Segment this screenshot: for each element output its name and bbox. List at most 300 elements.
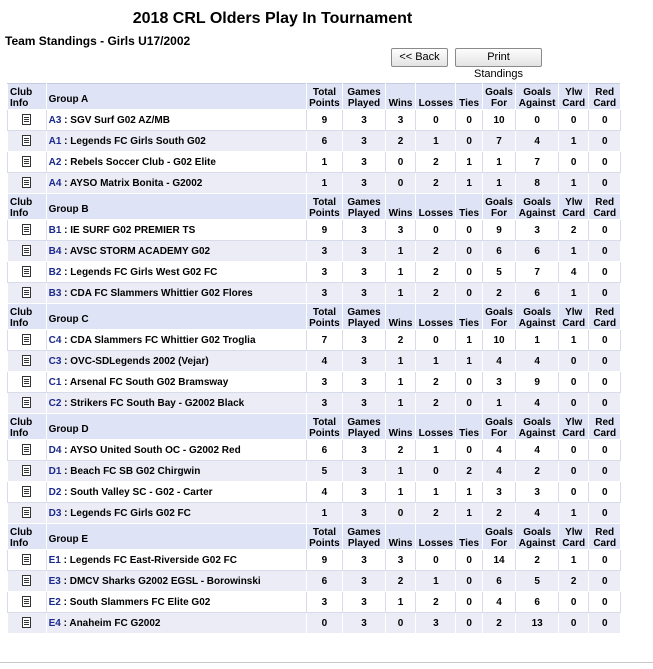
games-played-header (343, 524, 386, 550)
team-name: South Slammers FC Elite G02 (69, 596, 211, 608)
team-id-link[interactable]: D2 (48, 486, 62, 498)
losses-value: 0 (416, 110, 456, 131)
games-played-value: 3 (343, 173, 386, 194)
losses-header: Losses (416, 524, 456, 550)
goals-against-value: 6 (516, 592, 559, 613)
group-name: Group D (46, 414, 306, 440)
games-played-value: 3 (343, 461, 386, 482)
yellow-cards-value: 4 (558, 262, 588, 283)
club-info-document-icon[interactable] (22, 596, 31, 607)
wins-value: 3 (385, 220, 415, 241)
club-info-cell (8, 220, 47, 241)
club-info-document-icon[interactable] (22, 224, 31, 235)
losses-value: 1 (416, 571, 456, 592)
wins-value: 1 (385, 241, 415, 262)
team-id-link[interactable]: E2 (48, 596, 61, 608)
team-id-link[interactable]: D4 (48, 444, 62, 456)
club-info-document-icon[interactable] (22, 287, 31, 298)
games-played-value: 3 (343, 440, 386, 461)
table-row (8, 351, 621, 372)
total-points-value: 9 (306, 110, 343, 131)
red-cards-header (589, 84, 621, 110)
team-cell (46, 482, 306, 503)
team-name: Anaheim FC G2002 (69, 617, 161, 629)
total-points-value: 9 (306, 550, 343, 571)
total-points-header (306, 84, 343, 110)
games-played-value: 3 (343, 283, 386, 304)
team-separator: : (60, 575, 70, 587)
header-line: Club (10, 527, 33, 538)
red-cards-value: 0 (589, 592, 621, 613)
red-cards-value: 0 (589, 110, 621, 131)
yellow-cards-value: 0 (558, 461, 588, 482)
header-line: Played (347, 318, 381, 329)
header-line: Total (312, 87, 336, 98)
header-line: Goals (485, 307, 513, 318)
team-cell (46, 351, 306, 372)
team-name: AVSC STORM ACADEMY G02 (69, 245, 211, 257)
wins-header: Wins (385, 524, 415, 550)
losses-value: 1 (416, 351, 456, 372)
team-cell (46, 592, 306, 613)
goals-for-value: 6 (482, 571, 516, 592)
goals-for-value: 5 (482, 262, 516, 283)
club-info-document-icon[interactable] (22, 266, 31, 277)
losses-value: 2 (416, 393, 456, 414)
losses-value: 1 (416, 482, 456, 503)
header-line: Card (562, 208, 586, 219)
ties-value: 0 (456, 550, 482, 571)
header-line: Red (595, 417, 615, 428)
team-id-link[interactable]: A2 (48, 156, 62, 168)
losses-header: Losses (416, 194, 456, 220)
team-name: DMCV Sharks G2002 EGSL - Borowinski (69, 575, 261, 587)
red-cards-value: 0 (589, 550, 621, 571)
team-name: Rebels Soccer Club - G02 Elite (70, 156, 216, 168)
team-cell (46, 152, 306, 173)
club-info-cell (8, 131, 47, 152)
header-line: Goals (485, 527, 513, 538)
header-line: For (491, 428, 508, 439)
team-name: CDA Slammers FC Whittier G02 Troglia (70, 334, 256, 346)
page-subtitle: Team Standings - Girls U17/2002 (5, 34, 191, 48)
yellow-cards-value: 1 (558, 330, 588, 351)
team-cell (46, 613, 306, 634)
yellow-cards-value: 0 (558, 372, 588, 393)
yellow-cards-value: 0 (558, 393, 588, 414)
header-line: Ylw (565, 307, 583, 318)
total-points-value: 6 (306, 440, 343, 461)
goals-for-value: 2 (482, 283, 516, 304)
losses-value: 3 (416, 613, 456, 634)
games-played-header (343, 84, 386, 110)
goals-for-value: 3 (482, 372, 516, 393)
games-played-value: 3 (343, 372, 386, 393)
club-info-document-icon[interactable] (22, 334, 31, 345)
standings-table (7, 83, 621, 634)
red-cards-value: 0 (589, 372, 621, 393)
club-info-document-icon[interactable] (22, 135, 31, 146)
wins-value: 3 (385, 550, 415, 571)
team-id-link[interactable]: A3 (48, 114, 62, 126)
games-played-value: 3 (343, 241, 386, 262)
header-line: Club (10, 417, 33, 428)
club-info-document-icon[interactable] (22, 355, 31, 366)
total-points-value: 1 (306, 152, 343, 173)
table-row (8, 131, 621, 152)
yellow-cards-header (558, 84, 588, 110)
club-info-document-icon[interactable] (22, 617, 31, 628)
header-line: Total (312, 197, 336, 208)
header-line: Goals (523, 87, 552, 98)
goals-against-value: 6 (516, 241, 559, 262)
club-info-header (8, 414, 47, 440)
club-info-document-icon[interactable] (22, 114, 31, 125)
wins-value: 3 (385, 110, 415, 131)
goals-for-value: 3 (482, 482, 516, 503)
team-separator: : (61, 376, 70, 388)
team-separator: : (61, 486, 71, 498)
header-line: Goals (523, 307, 552, 318)
header-line: Goals (485, 197, 513, 208)
red-cards-value: 0 (589, 152, 621, 173)
total-points-value: 1 (306, 173, 343, 194)
team-separator: : (61, 465, 71, 477)
club-info-cell (8, 550, 47, 571)
goals-for-header (482, 524, 516, 550)
club-info-document-icon[interactable] (22, 486, 31, 497)
table-row (8, 173, 621, 194)
header-line: Card (593, 208, 617, 219)
header-line: For (491, 538, 508, 549)
back-button[interactable]: << Back (391, 48, 448, 67)
group-name: Group B (46, 194, 306, 220)
team-id-link[interactable]: C1 (48, 376, 62, 388)
wins-value: 2 (385, 571, 415, 592)
team-cell (46, 220, 306, 241)
losses-value: 1 (416, 440, 456, 461)
goals-for-value: 9 (482, 220, 516, 241)
team-name: OVC-SDLegends 2002 (Vejar) (70, 355, 209, 367)
club-info-document-icon[interactable] (22, 554, 31, 565)
red-cards-header (589, 414, 621, 440)
goals-against-value: 9 (516, 372, 559, 393)
ties-header: Ties (456, 304, 482, 330)
club-info-document-icon[interactable] (22, 507, 31, 518)
red-cards-value: 0 (589, 482, 621, 503)
goals-for-value: 4 (482, 592, 516, 613)
yellow-cards-value: 1 (558, 503, 588, 524)
total-points-value: 7 (306, 330, 343, 351)
ties-value: 1 (456, 351, 482, 372)
table-row (8, 503, 621, 524)
header-line: Red (595, 87, 615, 98)
yellow-cards-header (558, 194, 588, 220)
wins-value: 1 (385, 393, 415, 414)
team-cell (46, 131, 306, 152)
losses-value: 2 (416, 262, 456, 283)
wins-value: 1 (385, 283, 415, 304)
header-line: Info (10, 208, 29, 219)
team-name: Legends FC Girls South G02 (70, 135, 206, 147)
goals-against-value: 13 (516, 613, 559, 634)
yellow-cards-value: 0 (558, 613, 588, 634)
team-cell (46, 503, 306, 524)
wins-header: Wins (385, 84, 415, 110)
yellow-cards-header (558, 414, 588, 440)
total-points-value: 5 (306, 461, 343, 482)
losses-value: 0 (416, 220, 456, 241)
wins-value: 1 (385, 482, 415, 503)
club-info-cell (8, 110, 47, 131)
team-id-link[interactable]: B1 (48, 224, 62, 236)
team-id-link[interactable]: C2 (48, 397, 62, 409)
group-header-row (8, 524, 621, 550)
team-name: IE SURF G02 PREMIER TS (70, 224, 196, 236)
club-info-cell (8, 152, 47, 173)
total-points-value: 4 (306, 351, 343, 372)
team-id-link[interactable]: C3 (48, 355, 62, 367)
losses-value: 2 (416, 592, 456, 613)
ties-value: 0 (456, 440, 482, 461)
team-id-link[interactable]: A1 (48, 135, 62, 147)
goals-for-value: 2 (482, 503, 516, 524)
club-info-cell (8, 283, 47, 304)
goals-against-value: 0 (516, 110, 559, 131)
table-row (8, 220, 621, 241)
ties-value: 0 (456, 220, 482, 241)
table-row (8, 571, 621, 592)
club-info-cell (8, 372, 47, 393)
team-id-link[interactable]: B3 (48, 287, 62, 299)
club-info-header (8, 194, 47, 220)
group-name: Group C (46, 304, 306, 330)
total-points-header (306, 304, 343, 330)
total-points-header (306, 414, 343, 440)
ties-value: 0 (456, 283, 482, 304)
games-played-value: 3 (343, 482, 386, 503)
team-id-link[interactable]: B2 (48, 266, 62, 278)
group-header-row (8, 414, 621, 440)
ties-value: 0 (456, 262, 482, 283)
yellow-cards-value: 2 (558, 220, 588, 241)
club-info-document-icon[interactable] (22, 245, 31, 256)
header-line: Games (347, 527, 381, 538)
team-name: Arsenal FC South G02 Bramsway (69, 376, 229, 388)
goals-for-value: 6 (482, 241, 516, 262)
goals-against-value: 7 (516, 262, 559, 283)
losses-value: 1 (416, 131, 456, 152)
club-info-document-icon[interactable] (22, 397, 31, 408)
team-separator: : (61, 245, 70, 257)
club-info-header (8, 304, 47, 330)
red-cards-header (589, 304, 621, 330)
team-id-link[interactable]: E3 (48, 575, 61, 587)
wins-header: Wins (385, 194, 415, 220)
goals-against-value: 4 (516, 503, 559, 524)
goals-for-value: 10 (482, 110, 516, 131)
club-info-cell (8, 503, 47, 524)
team-separator: : (61, 266, 71, 278)
team-name: South Valley SC - G02 - Carter (70, 486, 213, 498)
team-name: CDA FC Slammers Whittier G02 Flores (70, 287, 253, 299)
wins-value: 0 (385, 613, 415, 634)
team-cell (46, 241, 306, 262)
yellow-cards-header (558, 524, 588, 550)
header-line: Points (309, 428, 340, 439)
total-points-value: 4 (306, 482, 343, 503)
header-line: Total (312, 417, 336, 428)
table-row (8, 262, 621, 283)
header-line: Games (347, 87, 381, 98)
red-cards-value: 0 (589, 461, 621, 482)
table-row (8, 241, 621, 262)
team-cell (46, 173, 306, 194)
yellow-cards-value: 2 (558, 571, 588, 592)
wins-value: 1 (385, 262, 415, 283)
yellow-cards-value: 0 (558, 482, 588, 503)
red-cards-value: 0 (589, 283, 621, 304)
team-cell (46, 283, 306, 304)
table-row (8, 152, 621, 173)
ties-header: Ties (456, 414, 482, 440)
goals-against-value: 2 (516, 461, 559, 482)
goals-against-value: 5 (516, 571, 559, 592)
header-line: Points (309, 318, 340, 329)
table-row (8, 110, 621, 131)
goals-against-value: 4 (516, 351, 559, 372)
goals-against-value: 3 (516, 220, 559, 241)
team-id-link[interactable]: E4 (48, 617, 61, 629)
team-name: Strikers FC South Bay - G2002 Black (70, 397, 245, 409)
yellow-cards-value: 0 (558, 351, 588, 372)
losses-header: Losses (416, 304, 456, 330)
club-info-document-icon[interactable] (22, 465, 31, 476)
group-header-row (8, 194, 621, 220)
games-played-header (343, 194, 386, 220)
club-info-cell (8, 571, 47, 592)
red-cards-value: 0 (589, 393, 621, 414)
header-line: Points (309, 98, 340, 109)
losses-value: 2 (416, 283, 456, 304)
losses-value: 0 (416, 550, 456, 571)
club-info-cell (8, 351, 47, 372)
games-played-value: 3 (343, 110, 386, 131)
header-line: Info (10, 98, 29, 109)
club-info-cell (8, 262, 47, 283)
team-id-link[interactable]: D1 (48, 465, 62, 477)
red-cards-value: 0 (589, 503, 621, 524)
header-line: Played (347, 428, 381, 439)
red-cards-value: 0 (589, 241, 621, 262)
team-separator: : (61, 156, 71, 168)
club-info-document-icon[interactable] (22, 444, 31, 455)
wins-value: 1 (385, 461, 415, 482)
header-line: Goals (485, 417, 513, 428)
club-info-cell (8, 482, 47, 503)
total-points-value: 1 (306, 503, 343, 524)
team-separator: : (61, 397, 71, 409)
table-row (8, 592, 621, 613)
team-id-link[interactable]: B4 (48, 245, 62, 257)
team-id-link[interactable]: A4 (48, 177, 62, 189)
table-row (8, 482, 621, 503)
wins-value: 0 (385, 152, 415, 173)
team-separator: : (61, 177, 70, 189)
ties-value: 1 (456, 503, 482, 524)
header-line: Card (562, 428, 586, 439)
total-points-value: 3 (306, 283, 343, 304)
club-info-document-icon[interactable] (22, 177, 31, 188)
total-points-value: 9 (306, 220, 343, 241)
losses-value: 2 (416, 152, 456, 173)
goals-for-header (482, 414, 516, 440)
ties-value: 1 (456, 173, 482, 194)
goals-for-value: 7 (482, 131, 516, 152)
header-line: Club (10, 87, 33, 98)
header-line: Card (562, 318, 586, 329)
goals-against-header (516, 304, 559, 330)
group-name: Group E (46, 524, 306, 550)
games-played-value: 3 (343, 393, 386, 414)
goals-for-value: 10 (482, 330, 516, 351)
yellow-cards-header (558, 304, 588, 330)
club-info-cell (8, 173, 47, 194)
wins-value: 1 (385, 372, 415, 393)
club-info-document-icon[interactable] (22, 575, 31, 586)
team-name: AYSO Matrix Bonita - G2002 (69, 177, 203, 189)
header-line: Against (518, 318, 556, 329)
goals-against-value: 6 (516, 283, 559, 304)
total-points-value: 6 (306, 571, 343, 592)
team-id-link[interactable]: D3 (48, 507, 62, 519)
ties-value: 2 (456, 461, 482, 482)
header-line: Goals (523, 417, 552, 428)
header-line: Red (595, 527, 615, 538)
team-name: Beach FC SB G02 Chirgwin (70, 465, 201, 477)
total-points-header (306, 524, 343, 550)
team-id-link[interactable]: C4 (48, 334, 62, 346)
header-line: Goals (523, 527, 552, 538)
table-row (8, 440, 621, 461)
team-cell (46, 110, 306, 131)
team-id-link[interactable]: E1 (48, 554, 61, 566)
header-line: Card (593, 428, 617, 439)
divider (0, 662, 653, 663)
goals-against-value: 7 (516, 152, 559, 173)
team-cell (46, 550, 306, 571)
team-separator: : (61, 287, 71, 299)
total-points-value: 3 (306, 592, 343, 613)
yellow-cards-value: 1 (558, 550, 588, 571)
red-cards-value: 0 (589, 220, 621, 241)
red-cards-value: 0 (589, 330, 621, 351)
print-standings-button[interactable]: Print Standings (455, 48, 542, 67)
header-line: Against (518, 538, 556, 549)
club-info-header (8, 84, 47, 110)
header-line: Ylw (565, 527, 583, 538)
club-info-document-icon[interactable] (22, 376, 31, 387)
table-row (8, 393, 621, 414)
total-points-value: 6 (306, 131, 343, 152)
header-line: Ylw (565, 87, 583, 98)
club-info-document-icon[interactable] (22, 156, 31, 167)
header-line: Card (562, 98, 586, 109)
yellow-cards-value: 0 (558, 152, 588, 173)
ties-value: 1 (456, 152, 482, 173)
losses-value: 2 (416, 372, 456, 393)
page-title: 2018 CRL Olders Play In Tournament (132, 10, 413, 27)
